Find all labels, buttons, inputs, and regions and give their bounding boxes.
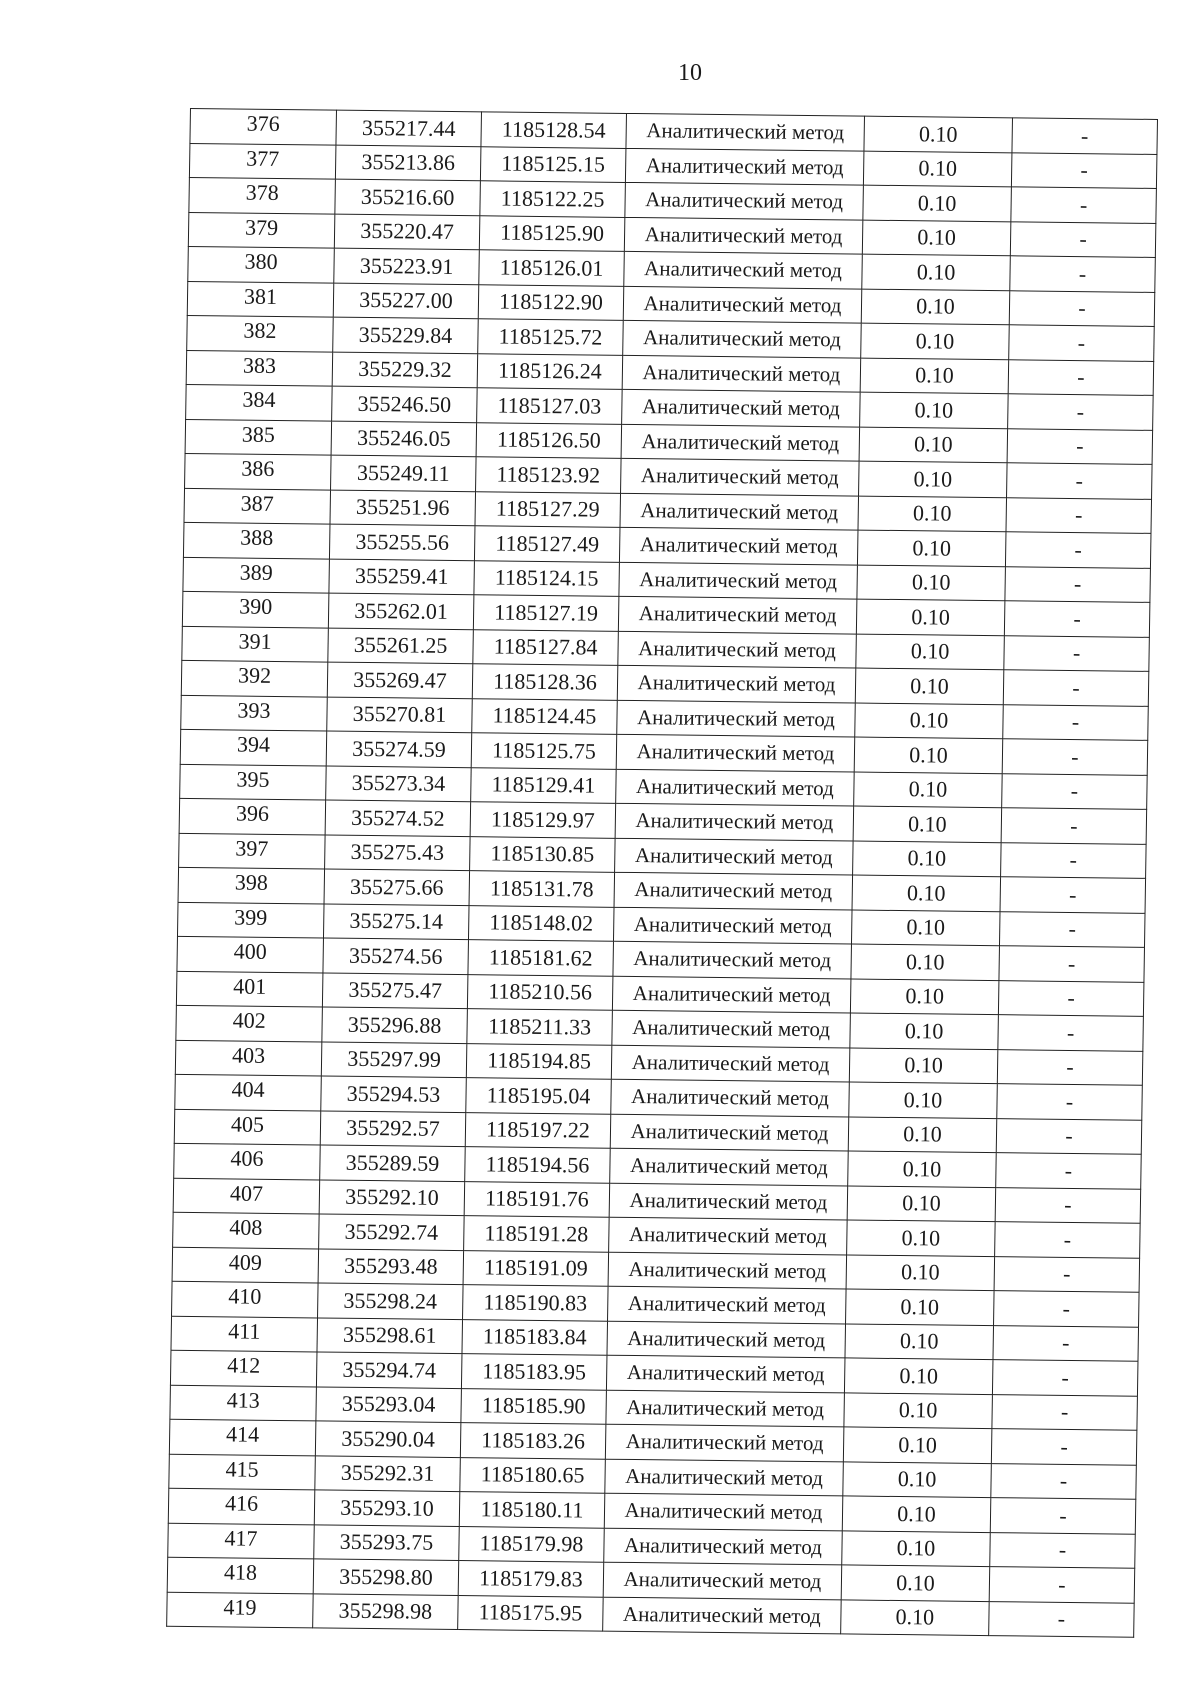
note-cell: -: [1004, 635, 1150, 671]
y-coordinate-cell: 1185194.56: [465, 1147, 611, 1183]
point-number-cell: 388: [183, 522, 330, 558]
y-coordinate-cell: 1185131.78: [469, 871, 615, 907]
note-cell: -: [1010, 256, 1156, 292]
point-number-cell: 376: [190, 109, 337, 145]
x-coordinate-cell: 355297.99: [321, 1041, 467, 1077]
y-coordinate-cell: 1185129.97: [470, 802, 616, 838]
note-cell: -: [1012, 118, 1158, 154]
note-cell: -: [994, 1256, 1140, 1292]
method-cell: Аналитический метод: [616, 734, 855, 771]
y-coordinate-cell: 1185180.11: [459, 1492, 605, 1528]
point-number-cell: 378: [189, 177, 336, 213]
accuracy-cell: 0.10: [850, 1013, 999, 1049]
method-cell: Аналитический метод: [618, 631, 857, 668]
y-coordinate-cell: 1185127.03: [477, 388, 623, 424]
note-cell: -: [996, 1118, 1142, 1154]
y-coordinate-cell: 1185128.54: [481, 112, 627, 148]
method-cell: Аналитический метод: [609, 1217, 848, 1254]
method-cell: Аналитический метод: [612, 1010, 851, 1047]
x-coordinate-cell: 355274.59: [326, 731, 472, 767]
point-number-cell: 384: [186, 384, 333, 420]
method-cell: Аналитический метод: [606, 1355, 845, 1392]
note-cell: -: [1011, 187, 1157, 223]
method-cell: Аналитический метод: [626, 113, 865, 150]
point-number-cell: 410: [172, 1281, 319, 1317]
y-coordinate-cell: 1185124.15: [474, 560, 620, 596]
note-cell: -: [1011, 152, 1157, 188]
x-coordinate-cell: 355213.86: [335, 145, 481, 181]
y-coordinate-cell: 1185194.85: [466, 1043, 612, 1079]
accuracy-cell: 0.10: [863, 151, 1012, 187]
x-coordinate-cell: 355255.56: [329, 524, 475, 560]
method-cell: Аналитический метод: [606, 1390, 845, 1427]
method-cell: Аналитический метод: [610, 1148, 849, 1185]
x-coordinate-cell: 355275.43: [325, 835, 471, 871]
accuracy-cell: 0.10: [860, 392, 1009, 428]
y-coordinate-cell: 1185126.01: [479, 250, 625, 286]
accuracy-cell: 0.10: [861, 323, 1010, 359]
method-cell: Аналитический метод: [611, 1079, 850, 1116]
note-cell: -: [995, 1222, 1141, 1258]
method-cell: Аналитический метод: [619, 562, 858, 599]
note-cell: -: [1008, 359, 1154, 395]
accuracy-cell: 0.10: [852, 875, 1001, 911]
x-coordinate-cell: 355292.74: [319, 1214, 465, 1250]
point-number-cell: 393: [181, 695, 328, 731]
y-coordinate-cell: 1185179.98: [459, 1526, 605, 1562]
point-number-cell: 379: [188, 212, 335, 248]
x-coordinate-cell: 355249.11: [331, 455, 477, 491]
point-number-cell: 382: [187, 315, 334, 351]
x-coordinate-cell: 355223.91: [334, 248, 480, 284]
accuracy-cell: 0.10: [842, 1496, 991, 1532]
note-cell: -: [1002, 739, 1148, 775]
x-coordinate-cell: 355246.05: [331, 421, 477, 457]
method-cell: Аналитический метод: [609, 1183, 848, 1220]
point-number-cell: 404: [175, 1074, 322, 1110]
y-coordinate-cell: 1185127.19: [473, 595, 619, 631]
y-coordinate-cell: 1185123.92: [476, 457, 622, 493]
method-cell: Аналитический метод: [612, 976, 851, 1013]
y-coordinate-cell: 1185180.65: [460, 1457, 606, 1493]
x-coordinate-cell: 355275.47: [322, 973, 468, 1009]
y-coordinate-cell: 1185175.95: [458, 1595, 604, 1631]
point-number-cell: 411: [171, 1316, 318, 1352]
note-cell: -: [990, 1532, 1136, 1568]
note-cell: -: [999, 946, 1145, 982]
y-coordinate-cell: 1185183.84: [462, 1319, 608, 1355]
note-cell: -: [990, 1498, 1136, 1534]
accuracy-cell: 0.10: [857, 530, 1006, 566]
accuracy-cell: 0.10: [846, 1254, 995, 1290]
note-cell: -: [1005, 566, 1151, 602]
x-coordinate-cell: 355229.32: [332, 352, 478, 388]
point-number-cell: 407: [173, 1178, 320, 1214]
note-cell: -: [991, 1429, 1137, 1465]
point-number-cell: 419: [167, 1592, 314, 1628]
accuracy-cell: 0.10: [853, 806, 1002, 842]
accuracy-cell: 0.10: [848, 1151, 997, 1187]
note-cell: -: [997, 1049, 1143, 1085]
method-cell: Аналитический метод: [607, 1321, 846, 1358]
method-cell: Аналитический метод: [603, 1597, 842, 1634]
y-coordinate-cell: 1185181.62: [468, 940, 614, 976]
x-coordinate-cell: 355293.75: [314, 1524, 460, 1560]
accuracy-cell: 0.10: [851, 944, 1000, 980]
x-coordinate-cell: 355289.59: [320, 1145, 466, 1181]
x-coordinate-cell: 355216.60: [335, 179, 481, 215]
method-cell: Аналитический метод: [623, 286, 862, 323]
note-cell: -: [1003, 704, 1149, 740]
point-number-cell: 390: [182, 591, 329, 627]
method-cell: Аналитический метод: [618, 596, 857, 633]
point-number-cell: 399: [177, 902, 324, 938]
note-cell: -: [992, 1394, 1138, 1430]
y-coordinate-cell: 1185183.26: [460, 1423, 606, 1459]
point-number-cell: 398: [178, 867, 325, 903]
x-coordinate-cell: 355294.74: [316, 1352, 462, 1388]
y-coordinate-cell: 1185125.90: [479, 215, 625, 251]
x-coordinate-cell: 355274.56: [323, 938, 469, 974]
method-cell: Аналитический метод: [611, 1045, 850, 1082]
point-number-cell: 408: [173, 1212, 320, 1248]
y-coordinate-cell: 1185195.04: [466, 1078, 612, 1114]
x-coordinate-cell: 355298.98: [313, 1593, 459, 1629]
accuracy-cell: 0.10: [841, 1599, 990, 1635]
x-coordinate-cell: 355261.25: [328, 628, 474, 664]
note-cell: -: [998, 1015, 1144, 1051]
accuracy-cell: 0.10: [856, 634, 1005, 670]
accuracy-cell: 0.10: [863, 185, 1012, 221]
x-coordinate-cell: 355274.52: [325, 800, 471, 836]
note-cell: -: [1000, 877, 1146, 913]
y-coordinate-cell: 1185191.28: [464, 1216, 610, 1252]
point-number-cell: 396: [179, 798, 326, 834]
accuracy-cell: 0.10: [851, 910, 1000, 946]
accuracy-cell: 0.10: [844, 1392, 993, 1428]
note-cell: -: [1010, 221, 1156, 257]
accuracy-cell: 0.10: [857, 565, 1006, 601]
x-coordinate-cell: 355293.10: [314, 1490, 460, 1526]
x-coordinate-cell: 355251.96: [330, 490, 476, 526]
accuracy-cell: 0.10: [854, 737, 1003, 773]
note-cell: -: [1009, 290, 1155, 326]
accuracy-cell: 0.10: [845, 1323, 994, 1359]
accuracy-cell: 0.10: [861, 289, 1010, 325]
point-number-cell: 380: [188, 246, 335, 282]
y-coordinate-cell: 1185125.15: [480, 146, 626, 182]
x-coordinate-cell: 355246.50: [332, 386, 478, 422]
accuracy-cell: 0.10: [855, 668, 1004, 704]
x-coordinate-cell: 355298.61: [317, 1317, 463, 1353]
point-number-cell: 392: [181, 660, 328, 696]
note-cell: -: [1005, 532, 1151, 568]
point-number-cell: 418: [167, 1557, 314, 1593]
note-cell: -: [1008, 394, 1154, 430]
point-number-cell: 395: [180, 764, 327, 800]
accuracy-cell: 0.10: [850, 978, 999, 1014]
x-coordinate-cell: 355227.00: [333, 283, 479, 319]
method-cell: Аналитический метод: [617, 665, 856, 702]
x-coordinate-cell: 355269.47: [327, 662, 473, 698]
note-cell: -: [1004, 601, 1150, 637]
point-number-cell: 394: [180, 729, 327, 765]
note-cell: -: [1002, 773, 1148, 809]
y-coordinate-cell: 1185185.90: [461, 1388, 607, 1424]
point-number-cell: 389: [183, 557, 330, 593]
accuracy-cell: 0.10: [862, 254, 1011, 290]
note-cell: -: [992, 1360, 1138, 1396]
note-cell: -: [991, 1463, 1137, 1499]
point-number-cell: 414: [169, 1419, 316, 1455]
accuracy-cell: 0.10: [864, 116, 1013, 152]
accuracy-cell: 0.10: [842, 1530, 991, 1566]
accuracy-cell: 0.10: [849, 1047, 998, 1083]
accuracy-cell: 0.10: [843, 1427, 992, 1463]
note-cell: -: [998, 980, 1144, 1016]
y-coordinate-cell: 1185210.56: [467, 974, 613, 1010]
accuracy-cell: 0.10: [847, 1220, 996, 1256]
note-cell: -: [989, 1601, 1135, 1637]
method-cell: Аналитический метод: [625, 182, 864, 219]
y-coordinate-cell: 1185124.45: [472, 698, 618, 734]
note-cell: -: [995, 1187, 1141, 1223]
y-coordinate-cell: 1185191.09: [463, 1250, 609, 1286]
coordinates-table-wrapper: [166, 108, 1158, 1638]
accuracy-cell: 0.10: [849, 1082, 998, 1118]
note-cell: -: [1009, 325, 1155, 361]
accuracy-cell: 0.10: [853, 841, 1002, 877]
accuracy-cell: 0.10: [844, 1358, 993, 1394]
y-coordinate-cell: 1185190.83: [463, 1285, 609, 1321]
note-cell: -: [994, 1291, 1140, 1327]
point-number-cell: 397: [179, 833, 326, 869]
table-body: [167, 109, 1158, 1638]
y-coordinate-cell: 1185127.29: [475, 491, 621, 527]
method-cell: Аналитический метод: [622, 355, 861, 392]
method-cell: Аналитический метод: [624, 251, 863, 288]
point-number-cell: 406: [174, 1143, 321, 1179]
x-coordinate-cell: 355290.04: [315, 1421, 461, 1457]
note-cell: -: [999, 911, 1145, 947]
note-cell: -: [993, 1325, 1139, 1361]
x-coordinate-cell: 355259.41: [329, 559, 475, 595]
method-cell: Аналитический метод: [615, 838, 854, 875]
y-coordinate-cell: 1185183.95: [461, 1354, 607, 1390]
accuracy-cell: 0.10: [855, 703, 1004, 739]
accuracy-cell: 0.10: [862, 220, 1011, 256]
point-number-cell: 409: [172, 1247, 319, 1283]
y-coordinate-cell: 1185197.22: [465, 1112, 611, 1148]
method-cell: Аналитический метод: [605, 1424, 844, 1461]
point-number-cell: 386: [185, 453, 332, 489]
accuracy-cell: 0.10: [859, 427, 1008, 463]
y-coordinate-cell: 1185126.24: [477, 353, 623, 389]
method-cell: Аналитический метод: [614, 872, 853, 909]
x-coordinate-cell: 355298.24: [318, 1283, 464, 1319]
accuracy-cell: 0.10: [856, 599, 1005, 635]
x-coordinate-cell: 355270.81: [327, 697, 473, 733]
method-cell: Аналитический метод: [604, 1528, 843, 1565]
method-cell: Аналитический метод: [604, 1493, 843, 1530]
note-cell: -: [996, 1153, 1142, 1189]
note-cell: -: [1001, 808, 1147, 844]
point-number-cell: 381: [187, 281, 334, 317]
y-coordinate-cell: 1185129.41: [471, 767, 617, 803]
method-cell: Аналитический метод: [619, 527, 858, 564]
accuracy-cell: 0.10: [843, 1461, 992, 1497]
y-coordinate-cell: 1185126.50: [476, 422, 622, 458]
x-coordinate-cell: 355293.04: [316, 1386, 462, 1422]
note-cell: -: [1001, 842, 1147, 878]
x-coordinate-cell: 355275.14: [323, 904, 469, 940]
note-cell: -: [997, 1084, 1143, 1120]
x-coordinate-cell: 355292.10: [319, 1179, 465, 1215]
accuracy-cell: 0.10: [858, 496, 1007, 532]
x-coordinate-cell: 355273.34: [326, 766, 472, 802]
point-number-cell: 412: [170, 1350, 317, 1386]
method-cell: Аналитический метод: [617, 700, 856, 737]
point-number-cell: 391: [182, 626, 329, 662]
point-number-cell: 377: [189, 143, 336, 179]
method-cell: Аналитический метод: [620, 493, 859, 530]
y-coordinate-cell: 1185122.90: [478, 284, 624, 320]
method-cell: Аналитический метод: [616, 769, 855, 806]
method-cell: Аналитический метод: [605, 1459, 844, 1496]
point-number-cell: 415: [169, 1454, 316, 1490]
method-cell: Аналитический метод: [621, 424, 860, 461]
coordinates-table: [166, 108, 1158, 1638]
page-number: 10: [678, 60, 702, 86]
method-cell: Аналитический метод: [613, 907, 852, 944]
y-coordinate-cell: 1185125.72: [478, 319, 624, 355]
y-coordinate-cell: 1185130.85: [470, 836, 616, 872]
y-coordinate-cell: 1185211.33: [467, 1009, 613, 1045]
method-cell: Аналитический метод: [622, 389, 861, 426]
point-number-cell: 413: [170, 1385, 317, 1421]
x-coordinate-cell: 355292.31: [315, 1455, 461, 1491]
method-cell: Аналитический метод: [610, 1114, 849, 1151]
accuracy-cell: 0.10: [841, 1565, 990, 1601]
y-coordinate-cell: 1185122.25: [480, 181, 626, 217]
accuracy-cell: 0.10: [847, 1185, 996, 1221]
note-cell: -: [1006, 497, 1152, 533]
accuracy-cell: 0.10: [860, 358, 1009, 394]
x-coordinate-cell: 355298.80: [313, 1559, 459, 1595]
point-number-cell: 402: [176, 1005, 323, 1041]
point-number-cell: 383: [186, 350, 333, 386]
note-cell: -: [1007, 428, 1153, 464]
x-coordinate-cell: 355293.48: [318, 1248, 464, 1284]
method-cell: Аналитический метод: [623, 320, 862, 357]
accuracy-cell: 0.10: [859, 461, 1008, 497]
x-coordinate-cell: 355296.88: [322, 1007, 468, 1043]
point-number-cell: 417: [168, 1523, 315, 1559]
method-cell: Аналитический метод: [615, 803, 854, 840]
method-cell: Аналитический метод: [608, 1252, 847, 1289]
method-cell: Аналитический метод: [621, 458, 860, 495]
x-coordinate-cell: 355294.53: [321, 1076, 467, 1112]
method-cell: Аналитический метод: [624, 217, 863, 254]
x-coordinate-cell: 355217.44: [336, 110, 482, 146]
point-number-cell: 405: [174, 1109, 321, 1145]
x-coordinate-cell: 355220.47: [334, 214, 480, 250]
x-coordinate-cell: 355229.84: [333, 317, 479, 353]
method-cell: Аналитический метод: [625, 148, 864, 185]
method-cell: Аналитический метод: [603, 1562, 842, 1599]
accuracy-cell: 0.10: [854, 772, 1003, 808]
y-coordinate-cell: 1185127.49: [474, 526, 620, 562]
note-cell: -: [1007, 463, 1153, 499]
point-number-cell: 387: [184, 488, 331, 524]
x-coordinate-cell: 355275.66: [324, 869, 470, 905]
y-coordinate-cell: 1185125.75: [471, 733, 617, 769]
note-cell: -: [989, 1567, 1135, 1603]
x-coordinate-cell: 355262.01: [328, 593, 474, 629]
y-coordinate-cell: 1185127.84: [473, 629, 619, 665]
method-cell: Аналитический метод: [613, 941, 852, 978]
point-number-cell: 385: [185, 419, 332, 455]
y-coordinate-cell: 1185191.76: [464, 1181, 610, 1217]
point-number-cell: 403: [175, 1040, 322, 1076]
method-cell: Аналитический метод: [608, 1286, 847, 1323]
note-cell: -: [1003, 670, 1149, 706]
point-number-cell: 400: [177, 936, 324, 972]
accuracy-cell: 0.10: [848, 1116, 997, 1152]
y-coordinate-cell: 1185179.83: [458, 1561, 604, 1597]
point-number-cell: 401: [176, 971, 323, 1007]
accuracy-cell: 0.10: [846, 1289, 995, 1325]
point-number-cell: 416: [168, 1488, 315, 1524]
y-coordinate-cell: 1185148.02: [468, 905, 614, 941]
y-coordinate-cell: 1185128.36: [472, 664, 618, 700]
x-coordinate-cell: 355292.57: [320, 1110, 466, 1146]
